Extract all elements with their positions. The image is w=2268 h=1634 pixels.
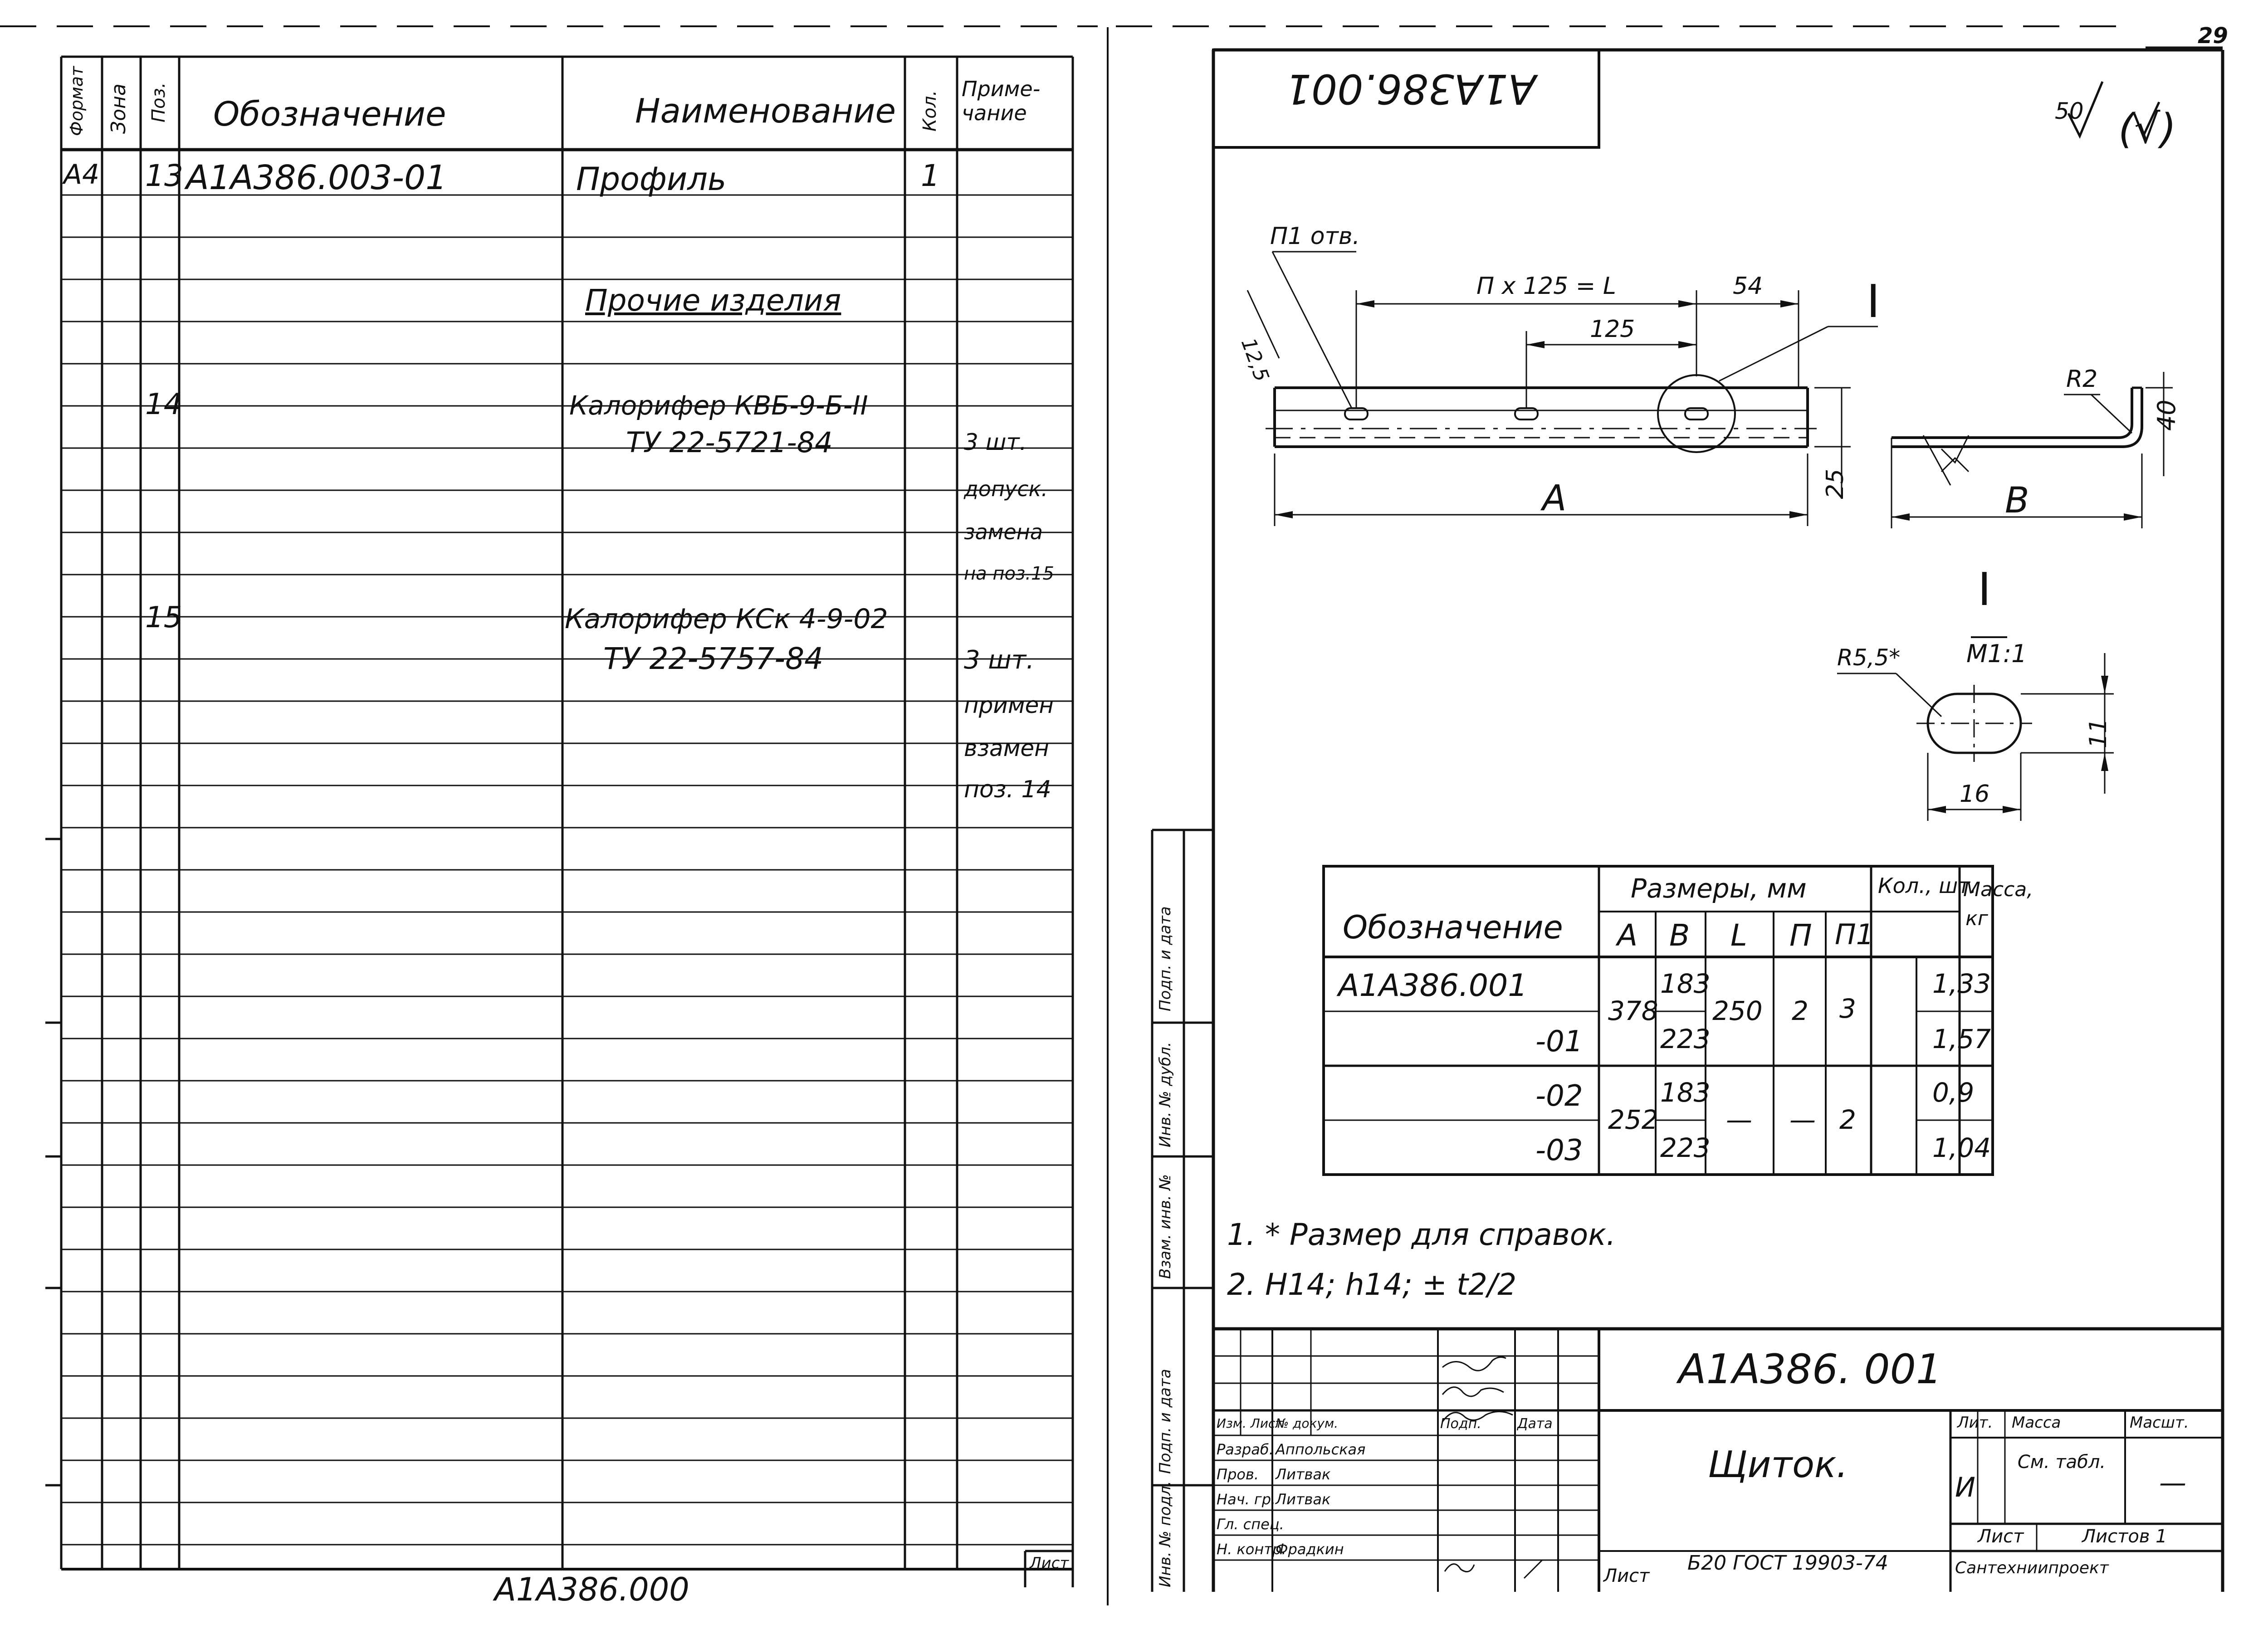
size-table-sub-a: А bbox=[1617, 918, 1638, 953]
title-block-designation: А1А386. 001 bbox=[1678, 1346, 1942, 1393]
title-block-role-header: Изм. Лист bbox=[1217, 1416, 1283, 1431]
spec-row-15-name: Калорифер КСк 4-9-02 bbox=[565, 603, 888, 635]
name-checked: Литвак bbox=[1276, 1466, 1331, 1483]
title-block-title: Щиток. bbox=[1708, 1444, 1848, 1486]
size-table-col-designation: Обозначение bbox=[1343, 909, 1563, 946]
header-note: Приме-чание bbox=[962, 77, 1041, 125]
header-pos: Поз. bbox=[148, 82, 169, 122]
size-merged-n-2: — bbox=[1789, 1104, 1816, 1135]
dim-125: 125 bbox=[1590, 316, 1635, 343]
header-zone: Зона bbox=[107, 83, 130, 134]
name-group-head: Литвак bbox=[1276, 1491, 1331, 1508]
role-chief-spec: Гл. спец. bbox=[1217, 1516, 1284, 1533]
size-merged-n1-2: 2 bbox=[1839, 1104, 1856, 1135]
spec-row-14-pos: 14 bbox=[145, 388, 182, 421]
spec-row-15-pos: 15 bbox=[145, 601, 182, 634]
size-table-sub-b: В bbox=[1669, 918, 1690, 953]
spec-row-1-qty: 1 bbox=[921, 158, 940, 193]
title-block-sheets-label: Листов 1 bbox=[2082, 1526, 2167, 1547]
spec-section-heading: Прочие изделия bbox=[585, 283, 841, 318]
dim-nx125: П х 125 = L bbox=[1476, 273, 1616, 300]
note-2: 2. Н14; h14; ± t2/2 bbox=[1227, 1267, 1517, 1302]
stamp-podp-data-2: Подп. и дата bbox=[1156, 1369, 1174, 1474]
title-block-org: Сантехниипроект bbox=[1955, 1559, 2109, 1577]
spec-row-14-note-4: на поз.15 bbox=[964, 563, 1054, 584]
title-block-scale-label: Масшт. bbox=[2130, 1414, 2189, 1432]
dim-16: 16 bbox=[1960, 780, 1990, 808]
role-group-head: Нач. гр. bbox=[1217, 1491, 1276, 1508]
size-row-3-designation: -02 bbox=[1535, 1079, 1583, 1113]
stamp-inv-dubl: Инв. № дубл. bbox=[1156, 1042, 1174, 1147]
size-merged-n1-1: 3 bbox=[1839, 993, 1856, 1024]
spec-footer-doc: А1А386.000 bbox=[494, 1571, 689, 1608]
size-row-4-mass: 1,04 bbox=[1932, 1132, 1991, 1163]
stamp-vzam-inv: Взам. инв. № bbox=[1156, 1174, 1174, 1279]
stamp-inv-podl: Инв. № подл. bbox=[1156, 1481, 1174, 1587]
header-designation: Обозначение bbox=[213, 95, 446, 134]
spec-row-1-format: А4 bbox=[64, 159, 100, 190]
dim-12-5: 12,5 bbox=[1236, 335, 1274, 385]
title-block-sheet-word: Лист bbox=[1603, 1566, 1650, 1586]
dim-a: А bbox=[1542, 478, 1567, 519]
detail-i-callout: I bbox=[1867, 275, 1880, 328]
holes-label: П1 отв. bbox=[1270, 223, 1360, 250]
spec-row-15-note-4: поз. 14 bbox=[964, 776, 1051, 803]
header-name: Наименование bbox=[635, 92, 896, 131]
role-checked: Пров. bbox=[1217, 1466, 1259, 1483]
title-block-date-header: Дата bbox=[1517, 1416, 1553, 1432]
dim-40: 40 bbox=[2152, 400, 2181, 431]
spec-row-1-pos: 13 bbox=[145, 158, 183, 193]
title-block-scale-value: — bbox=[2159, 1467, 2186, 1499]
size-row-3-mass: 0,9 bbox=[1932, 1077, 1975, 1108]
specification-sheet bbox=[0, 0, 1098, 1634]
size-row-4-b: 223 bbox=[1660, 1132, 1711, 1163]
dim-11: 11 bbox=[2085, 718, 2112, 748]
spec-row-15-tu: ТУ 22-5757-84 bbox=[603, 641, 824, 676]
size-table-sub-n: П bbox=[1789, 918, 1812, 953]
name-developed: Аппольская bbox=[1276, 1441, 1366, 1458]
roughness-extra: (√) bbox=[2118, 105, 2176, 153]
spec-row-1-name: Профиль bbox=[576, 161, 727, 198]
spec-row-14-note-2: допуск. bbox=[964, 477, 1048, 501]
size-row-2-mass: 1,57 bbox=[1932, 1024, 1991, 1054]
detail-i-title: I bbox=[1978, 563, 1991, 616]
sheet-number: 29 bbox=[2198, 23, 2228, 49]
dim-b: В bbox=[2005, 480, 2029, 521]
stamp-podp-data-1: Подп. и дата bbox=[1156, 906, 1174, 1011]
size-row-2-designation: -01 bbox=[1535, 1025, 1583, 1058]
dim-r2: R2 bbox=[2066, 366, 2098, 393]
size-table-col-qty: Кол., шт. bbox=[1878, 873, 1977, 898]
spec-row-15-note-1: 3 шт. bbox=[964, 645, 1035, 675]
dim-54: 54 bbox=[1733, 273, 1763, 300]
spec-row-14-note-3: замена bbox=[964, 520, 1043, 544]
dim-r5-5: R5,5* bbox=[1837, 644, 1901, 671]
dim-25: 25 bbox=[1822, 468, 1849, 499]
size-row-2-b: 223 bbox=[1660, 1024, 1711, 1054]
header-format: Формат bbox=[67, 66, 87, 136]
size-merged-a-1: 378 bbox=[1608, 995, 1658, 1026]
role-developed: Разраб. bbox=[1217, 1441, 1274, 1458]
spec-row-14-tu: ТУ 22-5721-84 bbox=[626, 426, 833, 459]
title-block-mass-label: Масса bbox=[2012, 1414, 2061, 1432]
size-table-sub-l: L bbox=[1730, 918, 1747, 953]
title-block-lit-label: Лит. bbox=[1957, 1414, 1993, 1432]
title-block-name-header: № докум. bbox=[1276, 1416, 1339, 1431]
spec-row-15-note-2: примен bbox=[964, 692, 1054, 718]
size-merged-l-1: 250 bbox=[1712, 995, 1763, 1026]
header-qty: Кол. bbox=[919, 90, 940, 132]
name-norm-control: Фрадкин bbox=[1276, 1541, 1344, 1558]
code-box-label: А1А386.001 bbox=[1285, 65, 1536, 112]
size-table-sub-n1: П1 bbox=[1835, 918, 1874, 951]
size-row-1-mass: 1,33 bbox=[1932, 968, 1991, 999]
size-merged-a-2: 252 bbox=[1608, 1104, 1658, 1135]
title-block-mass-value: См. табл. bbox=[2017, 1452, 2106, 1473]
size-table-col-sizes: Размеры, мм bbox=[1631, 873, 1807, 904]
spec-grid bbox=[0, 0, 1098, 1634]
size-merged-n-1: 2 bbox=[1792, 995, 1809, 1026]
spec-row-1-designation: А1А386.003-01 bbox=[186, 158, 447, 197]
title-block-material: Б20 ГОСТ 19903-74 bbox=[1687, 1551, 1888, 1575]
note-1: 1. * Размер для справок. bbox=[1227, 1217, 1616, 1252]
size-row-3-b: 183 bbox=[1660, 1077, 1711, 1108]
spec-row-15-note-3: взамен bbox=[964, 735, 1049, 761]
roughness-value: 50 bbox=[2055, 98, 2084, 124]
title-block-sheet-label: Лист bbox=[1978, 1526, 2024, 1547]
title-block-lit-value: И bbox=[1955, 1472, 1975, 1503]
center-fold bbox=[1107, 27, 1109, 1605]
size-merged-l-2: — bbox=[1726, 1104, 1752, 1135]
size-row-1-b: 183 bbox=[1660, 968, 1711, 999]
drawing-sheet bbox=[1116, 0, 2268, 1634]
title-block-sign-header: Подп. bbox=[1440, 1416, 1481, 1432]
spec-footer-sheet: Лист bbox=[1030, 1554, 1069, 1572]
spec-row-14-name: Калорифер КВБ-9-Б-II bbox=[569, 390, 868, 421]
detail-i-scale: М1:1 bbox=[1966, 639, 2027, 668]
size-table-col-mass: Масса, кг bbox=[1963, 878, 2033, 930]
size-row-4-designation: -03 bbox=[1535, 1134, 1583, 1167]
spec-row-14-note-1: 3 шт. bbox=[964, 429, 1027, 455]
size-row-1-designation: А1А386.001 bbox=[1338, 968, 1528, 1004]
role-norm-control: Н. контр. bbox=[1217, 1541, 1286, 1558]
